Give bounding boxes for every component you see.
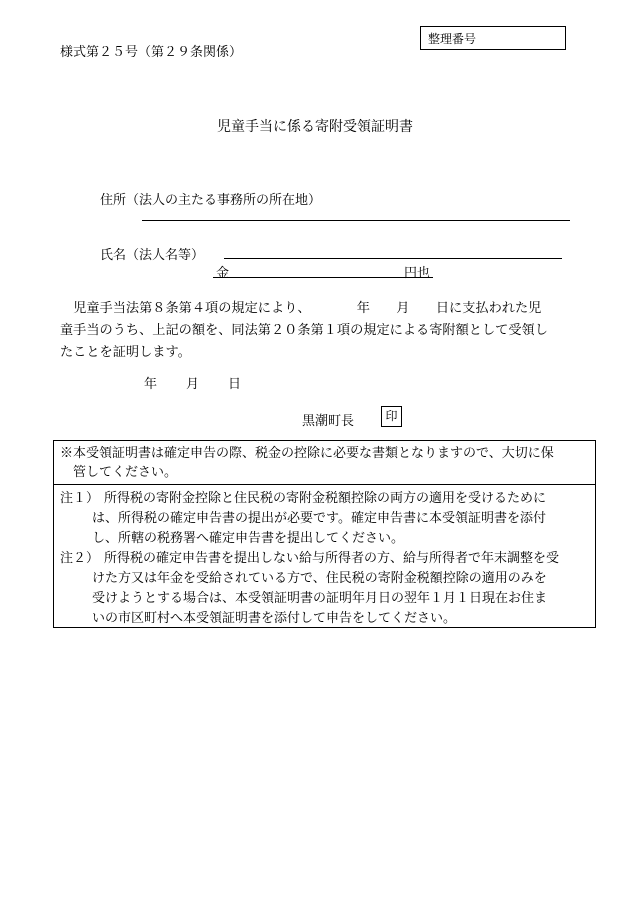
note-label: 注１） [60,491,100,506]
amount-suffix: 円也 [404,266,431,281]
address-label: 住所（法人の主たる事務所の所在地） [100,193,322,208]
statement-line: 児童手当法第８条第４項の規定により、 年 月 日に支払われた児 [60,301,542,316]
statement-line: たことを証明します。 [60,345,191,360]
address-input-line[interactable] [142,220,570,221]
notice-line: 管してください。 [73,465,178,480]
notes-box [53,440,596,628]
name-input-line[interactable] [224,258,562,259]
notice-line: ※本受領証明書は確定申告の際、税金の控除に必要な書類となりますので、大切に保 [60,446,554,461]
note-line: いの市区町村へ本受領証明書を添付して申告をしてください。 [92,611,457,626]
note-label: 注２） [60,551,100,566]
seal-mark: 印 [381,406,402,427]
date-month: 月 [186,377,200,392]
date-day: 日 [228,377,242,392]
note-line: 所得税の寄附金控除と住民税の寄附金税額控除の両方の適用を受けるために [104,491,547,506]
date-year: 年 [144,377,158,392]
statement-line: 童手当のうち、上記の額を、同法第２０条第１項の規定による寄附額として受領し [60,323,548,338]
note-line: けた方又は年金を受給されている方で、住民税の寄附金税額控除の適用のみを [92,571,547,586]
note-line: 受けようとする場合は、本受領証明書の証明年月日の翌年１月１日現在お住ま [92,591,548,606]
notes-divider [54,484,595,485]
name-label: 氏名（法人名等） [100,248,205,263]
amount-input-line[interactable] [213,277,433,278]
issuer-title: 黒潮町長 [302,414,355,429]
note-line: 所得税の確定申告書を提出しない給与所得者の方、給与所得者で年末調整を受 [104,551,560,566]
form-number: 様式第２５号（第２９条関係） [60,45,243,60]
document-title: 児童手当に係る寄附受領証明書 [217,119,413,135]
reference-number-box[interactable] [420,26,566,50]
certification-statement [60,298,592,364]
reference-number-label: 整理番号 [428,32,477,46]
note-line: は、所得税の確定申告書の提出が必要です。確定申告書に本受領証明書を添付 [92,511,546,526]
amount-prefix: 金 [216,266,230,281]
note-line: し、所轄の税務署へ確定申告書を提出してください。 [92,531,405,546]
